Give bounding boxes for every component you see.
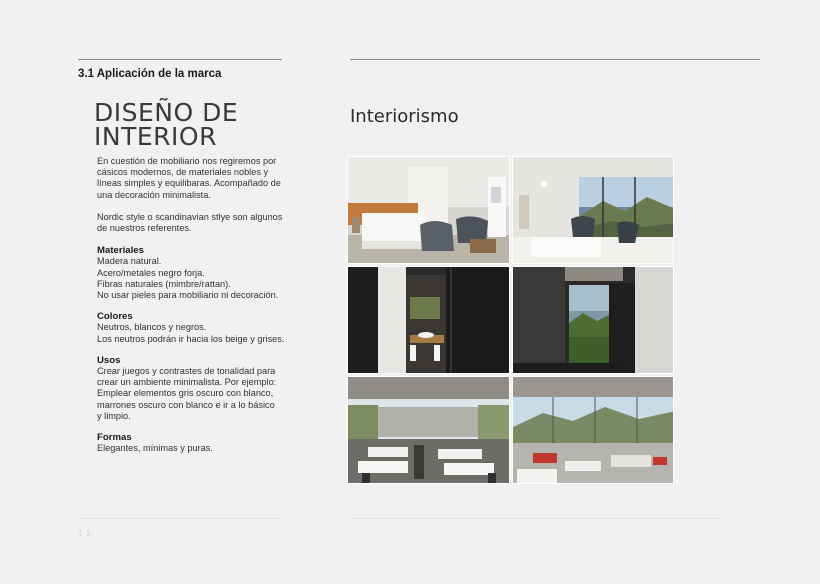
photo-bedroom-chairs-image xyxy=(348,157,510,264)
photo-bedroom-chairs xyxy=(347,156,510,264)
page-heading xyxy=(94,98,294,151)
formas-heading: Formas xyxy=(97,432,132,444)
formas-section xyxy=(97,432,297,454)
photo-dark-bathroom-image xyxy=(348,267,510,374)
top-rule-left xyxy=(78,59,282,60)
intro-paragraph: En cuestión de mobiliario nos regiremos por cásicos modernos, de materiales nobles y líneas simples y equilibaras. Acompañado de una decoración minimalista. xyxy=(97,156,281,200)
page-heading-line2: INTERIOR xyxy=(94,122,217,151)
top-rule-right xyxy=(350,59,760,60)
nordic-paragraph: Nordic style o scandinavian stlye son algunos de nuestros referentes. xyxy=(97,211,283,234)
page-heading-line1: DISEÑO DE xyxy=(94,98,239,127)
photo-corridor-window xyxy=(512,266,674,374)
usos-heading: Usos xyxy=(97,354,121,366)
photo-dining-hall-image xyxy=(348,377,510,484)
usos-text: Crear juegos y contrastes de tonalidad para crear un ambiente minimalista. Por ejemplo: Emplear elementos gris oscuro con blanco, marrones oscuro con blanco e ir a lo básico y limpio. xyxy=(97,366,277,421)
photo-dining-hall xyxy=(347,376,510,484)
materiales-text: Madera natural. Acero/metales negro forja. Fibras naturales (mimbre/rattan). No usar pieles para mobiliario ni decoración. xyxy=(97,256,279,301)
text-column xyxy=(97,156,297,464)
materiales-heading: Materiales xyxy=(97,245,144,257)
photo-lounge-panorama-image xyxy=(513,377,674,484)
section-title: 3.1 Aplicación de la marca xyxy=(78,68,222,80)
formas-text: Elegantes, mínimas y puras. xyxy=(97,443,213,454)
colores-heading: Colores xyxy=(97,311,133,323)
usos-section xyxy=(97,355,297,422)
photo-dark-bathroom xyxy=(347,266,510,374)
bottom-rule-right xyxy=(350,518,720,519)
colores-text: Neutros, blancos y negros. Los neutros podrán ir hacia los beige y grises. xyxy=(97,322,285,344)
materiales-section xyxy=(97,245,297,301)
colores-section xyxy=(97,311,297,345)
page-number: 1 1 xyxy=(78,528,91,538)
photo-lounge-panorama xyxy=(512,376,674,484)
photo-room-window-view-image xyxy=(513,157,674,264)
photo-corridor-window-image xyxy=(513,267,674,374)
bottom-rule-left xyxy=(78,518,282,519)
photo-room-window-view xyxy=(512,156,674,264)
interiorismo-title: Interiorismo xyxy=(350,106,459,127)
